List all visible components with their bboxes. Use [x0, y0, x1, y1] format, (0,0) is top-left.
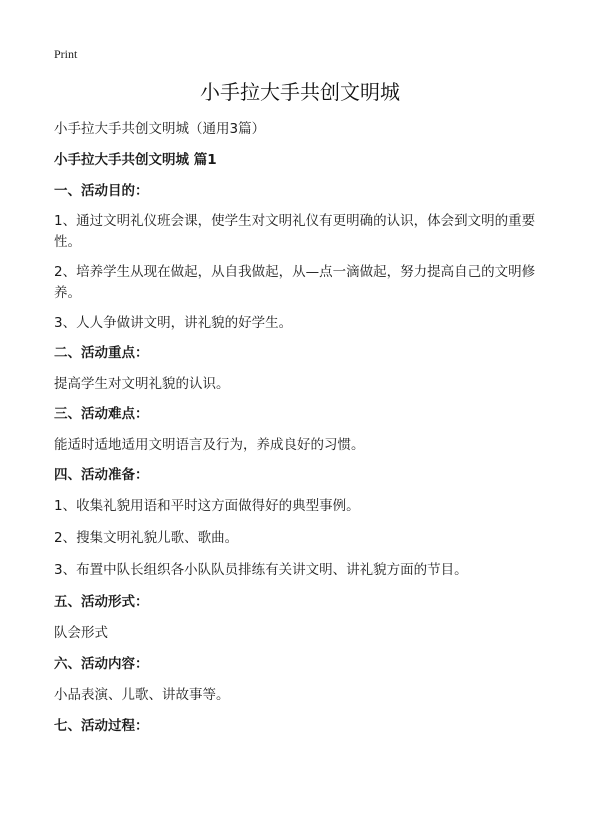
section-heading-focus: 二、活动重点：	[54, 345, 149, 361]
section-heading-form: 五、活动形式：	[54, 594, 149, 610]
form-text: 队会形式	[54, 625, 108, 641]
section-heading-content: 六、活动内容：	[54, 656, 149, 672]
purpose-item-1-line-1: 1、通过文明礼仪班会课，使学生对文明礼仪有更明确的认识，体会到文明的重要	[54, 213, 536, 229]
document-subtitle: 小手拉大手共创文明城（通用3篇）	[54, 121, 266, 137]
section-heading-difficulty: 三、活动难点：	[54, 406, 149, 422]
section-heading-purpose: 一、活动目的：	[54, 183, 149, 199]
section-heading-preparation: 四、活动准备：	[54, 467, 149, 483]
document-title: 小手拉大手共创文明城	[200, 80, 400, 104]
section-heading-process: 七、活动过程：	[54, 718, 149, 734]
preparation-item-2: 2、搜集文明礼貌儿歌、歌曲。	[54, 530, 239, 546]
purpose-item-3: 3、人人争做讲文明，讲礼貌的好学生。	[54, 315, 293, 331]
preparation-item-3: 3、布置中队长组织各小队队员排练有关讲文明、讲礼貌方面的节目。	[54, 562, 468, 578]
purpose-item-2-line-2: 养。	[54, 285, 81, 301]
print-label: Print	[54, 47, 78, 61]
difficulty-text: 能适时适地适用文明语言及行为，养成良好的习惯。	[54, 437, 365, 453]
part-heading: 小手拉大手共创文明城 篇1	[54, 152, 217, 168]
purpose-item-2-line-1: 2、培养学生从现在做起，从自我做起，从—点一滴做起，努力提高自己的文明修	[54, 264, 536, 280]
focus-text: 提高学生对文明礼貌的认识。	[54, 376, 230, 392]
content-text: 小品表演、儿歌、讲故事等。	[54, 687, 230, 703]
preparation-item-1: 1、收集礼貌用语和平时这方面做得好的典型事例。	[54, 498, 360, 514]
purpose-item-1-line-2: 性。	[54, 234, 81, 250]
